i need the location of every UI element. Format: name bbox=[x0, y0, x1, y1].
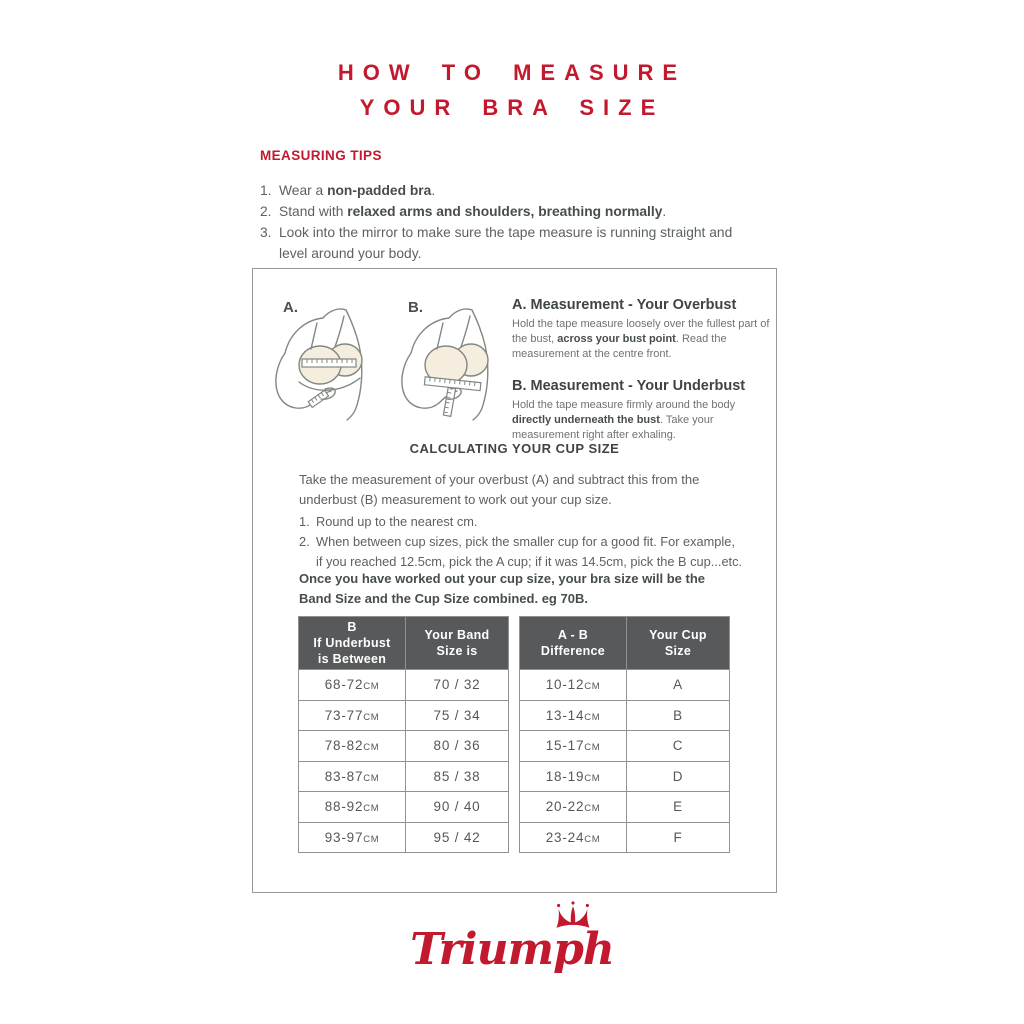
torso-overbust-drawing bbox=[265, 303, 390, 421]
table-row bbox=[299, 731, 509, 762]
band-size-cell: 90 / 40 bbox=[406, 792, 509, 823]
band-size-cell: 70 / 32 bbox=[406, 670, 509, 701]
calc-steps-list bbox=[299, 512, 744, 572]
measuring-tips-heading: MEASURING TIPS bbox=[260, 148, 382, 163]
table-row bbox=[520, 700, 730, 731]
torso-underbust-drawing bbox=[391, 303, 516, 421]
underbust-range-cell: 68-72CM bbox=[299, 670, 406, 701]
underbust-range-cell: 93-97CM bbox=[299, 822, 406, 853]
list-text: Round up to the nearest cm. bbox=[316, 514, 478, 529]
underbust-range-cell: 73-77CM bbox=[299, 700, 406, 731]
difference-range-cell: 10-12CM bbox=[520, 670, 627, 701]
measurement-descriptions bbox=[512, 297, 772, 459]
difference-range-cell: 13-14CM bbox=[520, 700, 627, 731]
list-text: Look into the mirror to make sure the tape measure is running straight and level around your body. bbox=[279, 225, 733, 261]
underbust-illustration bbox=[391, 303, 516, 426]
table-row bbox=[520, 822, 730, 853]
brand-logo-text: Triumph bbox=[410, 924, 614, 975]
overbust-body: Hold the tape measure loosely over the fullest part of the bust, across your bust point. Read the measurement at the centre front. bbox=[512, 318, 770, 360]
crown-icon bbox=[550, 900, 596, 939]
list-number: 2. bbox=[299, 534, 310, 549]
cup-size-cell: C bbox=[627, 731, 730, 762]
list-item bbox=[299, 532, 744, 572]
list-text: Wear a non-padded bra. bbox=[279, 183, 436, 198]
cup-size-cell: D bbox=[627, 761, 730, 792]
table-row bbox=[520, 792, 730, 823]
underbust-body: Hold the tape measure firmly around the body directly underneath the bust. Take your measurement right after exhaling. bbox=[512, 399, 736, 441]
table-row bbox=[299, 700, 509, 731]
overbust-illustration bbox=[265, 303, 390, 426]
band-size-cell: 85 / 38 bbox=[406, 761, 509, 792]
figure-b-label: B. bbox=[408, 299, 423, 316]
band-size-cell: 95 / 42 bbox=[406, 822, 509, 853]
difference-range-cell: 20-22CM bbox=[520, 792, 627, 823]
underbust-heading: B. Measurement - Your Underbust bbox=[512, 378, 746, 394]
cup-size-cell: F bbox=[627, 822, 730, 853]
list-text: When between cup sizes, pick the smaller cup for a good fit. For example, if you reached 12.5cm, pick the A cup; if it was 14.5cm, pick the B cup...etc. bbox=[316, 534, 743, 569]
table-row bbox=[299, 822, 509, 853]
list-item bbox=[260, 180, 760, 201]
band-size-cell: 75 / 34 bbox=[406, 700, 509, 731]
instruction-box bbox=[252, 268, 777, 893]
table-row bbox=[299, 761, 509, 792]
band-table-header-underbust: B If Underbust is Between bbox=[299, 617, 406, 670]
cup-size-table bbox=[519, 616, 730, 853]
table-row bbox=[520, 731, 730, 762]
list-item bbox=[260, 222, 760, 264]
table-row bbox=[520, 761, 730, 792]
cup-size-cell: A bbox=[627, 670, 730, 701]
underbust-range-cell: 78-82CM bbox=[299, 731, 406, 762]
calc-intro-text: Take the measurement of your overbust (A) and subtract this from the underbust (B) measurement to work out your cup size. bbox=[299, 472, 700, 507]
size-tables bbox=[298, 616, 730, 853]
band-size-table bbox=[298, 616, 509, 853]
list-number: 2. bbox=[260, 204, 272, 219]
tape-end bbox=[443, 387, 455, 416]
table-row bbox=[520, 670, 730, 701]
difference-range-cell: 15-17CM bbox=[520, 731, 627, 762]
list-number: 1. bbox=[260, 183, 272, 198]
band-table-header-band: Your Band Size is bbox=[406, 617, 509, 670]
cup-table-header-cup: Your Cup Size bbox=[627, 617, 730, 670]
cup-size-cell: B bbox=[627, 700, 730, 731]
title-line-1: HOW TO MEASURE bbox=[337, 60, 687, 85]
difference-range-cell: 23-24CM bbox=[520, 822, 627, 853]
list-number: 1. bbox=[299, 514, 310, 529]
list-item bbox=[260, 201, 760, 222]
cup-table-header-difference: A - B Difference bbox=[520, 617, 627, 670]
list-number: 3. bbox=[260, 225, 272, 240]
brand-logo bbox=[0, 900, 1024, 975]
page-title bbox=[0, 55, 1024, 125]
underbust-range-cell: 88-92CM bbox=[299, 792, 406, 823]
list-text: Stand with relaxed arms and shoulders, breathing normally. bbox=[279, 204, 667, 219]
table-row bbox=[299, 792, 509, 823]
difference-range-cell: 18-19CM bbox=[520, 761, 627, 792]
tape-measure-overbust bbox=[302, 359, 356, 367]
overbust-heading: A. Measurement - Your Overbust bbox=[512, 297, 737, 313]
list-item bbox=[299, 512, 744, 532]
table-row bbox=[299, 670, 509, 701]
band-size-cell: 80 / 36 bbox=[406, 731, 509, 762]
figure-a-label: A. bbox=[283, 299, 298, 316]
underbust-range-cell: 83-87CM bbox=[299, 761, 406, 792]
calc-cup-size-heading: CALCULATING YOUR CUP SIZE bbox=[409, 441, 620, 456]
cup-size-cell: E bbox=[627, 792, 730, 823]
bra-size-note: Once you have worked out your cup size, your bra size will be the Band Size and the Cup Size combined. eg 70B. bbox=[299, 571, 705, 606]
title-line-2: YOUR BRA SIZE bbox=[359, 95, 665, 120]
measuring-tips-section bbox=[260, 148, 760, 264]
